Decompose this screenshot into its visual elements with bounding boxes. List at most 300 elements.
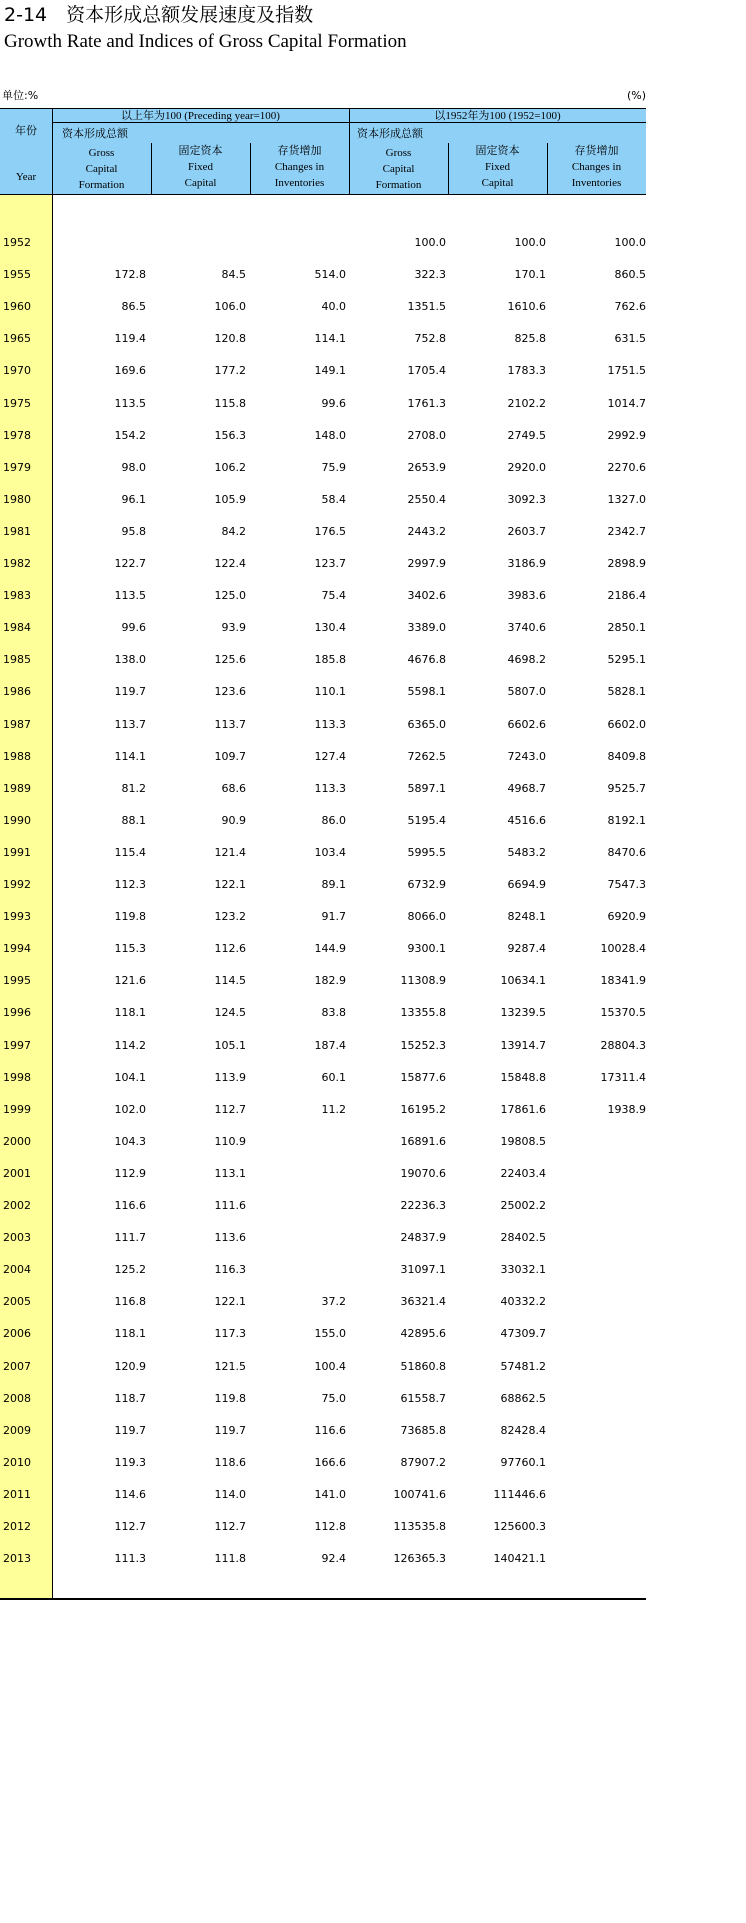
gcf-index-cell: 3389.0 xyxy=(407,621,446,634)
inventories-index-cell: 2850.1 xyxy=(607,621,646,634)
gcf-index-cell: 2443.2 xyxy=(407,525,446,538)
inventories-preceding-cell: 155.0 xyxy=(314,1327,346,1340)
fixed-index-cell: 4698.2 xyxy=(507,653,546,666)
fixed-preceding-cell: 106.2 xyxy=(214,461,246,474)
gcf-preceding-cell: 95.8 xyxy=(121,525,146,538)
fixed-header-b: 固定资本 Fixed Capital xyxy=(475,144,520,189)
table-bottom-rule xyxy=(0,1598,646,1600)
fixed-index-cell: 5807.0 xyxy=(507,685,546,698)
fixed-preceding-cell: 125.6 xyxy=(214,653,246,666)
fixed-preceding-cell: 93.9 xyxy=(221,621,246,634)
inventories-preceding-cell: 89.1 xyxy=(321,878,346,891)
fixed-index-cell: 9287.4 xyxy=(507,942,546,955)
inventories-preceding-cell: 83.8 xyxy=(321,1006,346,1019)
fixed-preceding-cell: 109.7 xyxy=(214,750,246,763)
inventories-preceding-cell: 11.2 xyxy=(321,1103,346,1116)
gcf-index-cell: 2997.9 xyxy=(407,557,446,570)
table-row xyxy=(0,1134,646,1150)
inventories-preceding-cell: 144.9 xyxy=(314,942,346,955)
gcf-index-cell: 61558.7 xyxy=(400,1392,446,1405)
inventories-preceding-cell: 116.6 xyxy=(314,1424,346,1437)
gcf-index-cell: 2708.0 xyxy=(407,429,446,442)
gcf-preceding-cell: 111.7 xyxy=(114,1231,146,1244)
gcf-index-cell: 1761.3 xyxy=(407,397,446,410)
inventories-index-cell: 762.6 xyxy=(614,300,646,313)
gcf-index-cell: 6732.9 xyxy=(407,878,446,891)
fixed-index-cell: 33032.1 xyxy=(500,1263,546,1276)
year-cell: 2000 xyxy=(3,1135,31,1148)
fixed-preceding-cell: 68.6 xyxy=(221,782,246,795)
gcf-preceding-cell: 119.8 xyxy=(114,910,146,923)
inventories-preceding-cell: 103.4 xyxy=(314,846,346,859)
table-row xyxy=(0,460,646,476)
gcf-index-cell: 16195.2 xyxy=(400,1103,446,1116)
inventories-index-cell: 17311.4 xyxy=(600,1071,646,1084)
inventories-preceding-cell: 99.6 xyxy=(321,397,346,410)
year-cell: 2013 xyxy=(3,1552,31,1565)
page-title-en: Growth Rate and Indices of Gross Capital Formation xyxy=(4,31,407,52)
table-row xyxy=(0,1326,646,1342)
inventories-index-cell: 1327.0 xyxy=(607,493,646,506)
inventories-index-cell: 5828.1 xyxy=(607,685,646,698)
fixed-index-cell: 6602.6 xyxy=(507,718,546,731)
gcf-preceding-cell: 154.2 xyxy=(114,429,146,442)
inventories-index-cell: 18341.9 xyxy=(600,974,646,987)
gcf-index-cell: 100741.6 xyxy=(393,1488,446,1501)
gcf-preceding-cell: 169.6 xyxy=(114,364,146,377)
fixed-preceding-cell: 84.5 xyxy=(221,268,246,281)
inventories-index-cell: 8192.1 xyxy=(607,814,646,827)
year-cell: 1997 xyxy=(3,1039,31,1052)
gcf-header-cn-b: 资本形成总额 xyxy=(357,127,423,140)
gcf-preceding-cell: 125.2 xyxy=(114,1263,146,1276)
gcf-index-cell: 24837.9 xyxy=(400,1231,446,1244)
gcf-index-cell: 3402.6 xyxy=(407,589,446,602)
gcf-index-cell: 2653.9 xyxy=(407,461,446,474)
year-header-en: Year xyxy=(15,171,37,183)
gcf-preceding-cell: 119.7 xyxy=(114,1424,146,1437)
inventories-preceding-cell: 40.0 xyxy=(321,300,346,313)
inventories-index-cell: 10028.4 xyxy=(600,942,646,955)
inventories-preceding-cell: 187.4 xyxy=(314,1039,346,1052)
year-cell: 2009 xyxy=(3,1424,31,1437)
fixed-index-cell: 2920.0 xyxy=(507,461,546,474)
inventories-index-cell: 6920.9 xyxy=(607,910,646,923)
fixed-preceding-cell: 124.5 xyxy=(214,1006,246,1019)
fixed-index-cell: 2603.7 xyxy=(507,525,546,538)
inventories-index-cell: 8409.8 xyxy=(607,750,646,763)
inventories-index-cell: 8470.6 xyxy=(607,846,646,859)
inventories-index-cell: 15370.5 xyxy=(600,1006,646,1019)
fixed-index-cell: 82428.4 xyxy=(500,1424,546,1437)
year-cell: 1992 xyxy=(3,878,31,891)
gcf-preceding-cell: 172.8 xyxy=(114,268,146,281)
fixed-preceding-cell: 114.5 xyxy=(214,974,246,987)
fixed-preceding-cell: 122.4 xyxy=(214,557,246,570)
inventories-preceding-cell: 176.5 xyxy=(314,525,346,538)
fixed-index-cell: 1610.6 xyxy=(507,300,546,313)
fixed-preceding-cell: 105.9 xyxy=(214,493,246,506)
inventories-header-a: 存货增加 Changes in Inventories xyxy=(274,144,325,189)
gcf-header-a: Gross Capital Formation xyxy=(78,147,125,191)
table-row xyxy=(0,235,646,251)
inventories-index-cell: 1938.9 xyxy=(607,1103,646,1116)
fixed-index-cell: 4516.6 xyxy=(507,814,546,827)
fixed-preceding-cell: 105.1 xyxy=(214,1039,246,1052)
inventories-index-cell: 6602.0 xyxy=(607,718,646,731)
table-row xyxy=(0,492,646,508)
inventories-preceding-cell: 110.1 xyxy=(314,685,346,698)
year-cell: 1975 xyxy=(3,397,31,410)
gcf-preceding-cell: 115.4 xyxy=(114,846,146,859)
fixed-index-cell: 825.8 xyxy=(514,332,546,345)
year-cell: 1979 xyxy=(3,461,31,474)
year-cell: 2012 xyxy=(3,1520,31,1533)
gcf-index-cell: 752.8 xyxy=(414,332,446,345)
gcf-preceding-cell: 114.6 xyxy=(114,1488,146,1501)
fixed-index-cell: 13914.7 xyxy=(500,1039,546,1052)
fixed-index-cell: 7243.0 xyxy=(507,750,546,763)
year-cell: 1999 xyxy=(3,1103,31,1116)
gcf-preceding-cell: 112.7 xyxy=(114,1520,146,1533)
year-cell: 1983 xyxy=(3,589,31,602)
gcf-preceding-cell: 113.5 xyxy=(114,397,146,410)
gcf-index-cell: 1351.5 xyxy=(407,300,446,313)
gcf-preceding-cell: 138.0 xyxy=(114,653,146,666)
inventories-preceding-cell: 92.4 xyxy=(321,1552,346,1565)
inventories-index-cell: 2270.6 xyxy=(607,461,646,474)
inventories-index-cell: 2342.7 xyxy=(607,525,646,538)
page-title-cn: 2-14 资本形成总额发展速度及指数 xyxy=(4,4,314,26)
year-cell: 1984 xyxy=(3,621,31,634)
fixed-preceding-cell: 112.7 xyxy=(214,1103,246,1116)
inventories-preceding-cell: 75.9 xyxy=(321,461,346,474)
inventories-preceding-cell: 166.6 xyxy=(314,1456,346,1469)
group-b-header: 以1952年为100 (1952=100) xyxy=(434,110,561,122)
fixed-preceding-cell: 119.8 xyxy=(214,1392,246,1405)
gcf-preceding-cell: 99.6 xyxy=(121,621,146,634)
gcf-index-cell: 113535.8 xyxy=(393,1520,446,1533)
gcf-index-cell: 42895.6 xyxy=(400,1327,446,1340)
fixed-index-cell: 40332.2 xyxy=(500,1295,546,1308)
year-cell: 1991 xyxy=(3,846,31,859)
fixed-preceding-cell: 116.3 xyxy=(214,1263,246,1276)
unit-label: 单位:% xyxy=(2,89,39,102)
inventories-index-cell: 28804.3 xyxy=(600,1039,646,1052)
gcf-preceding-cell: 112.3 xyxy=(114,878,146,891)
fixed-index-cell: 22403.4 xyxy=(500,1167,546,1180)
table-row xyxy=(0,877,646,893)
fixed-index-cell: 19808.5 xyxy=(500,1135,546,1148)
fixed-preceding-cell: 120.8 xyxy=(214,332,246,345)
inventories-index-cell: 100.0 xyxy=(614,236,646,249)
fixed-index-cell: 8248.1 xyxy=(507,910,546,923)
table-row xyxy=(0,396,646,412)
fixed-index-cell: 2749.5 xyxy=(507,429,546,442)
inventories-index-cell: 860.5 xyxy=(614,268,646,281)
gcf-preceding-cell: 86.5 xyxy=(121,300,146,313)
year-cell: 1980 xyxy=(3,493,31,506)
gcf-index-cell: 2550.4 xyxy=(407,493,446,506)
inventories-preceding-cell: 148.0 xyxy=(314,429,346,442)
inventories-preceding-cell: 123.7 xyxy=(314,557,346,570)
table-row xyxy=(0,1166,646,1182)
table-row xyxy=(0,781,646,797)
gcf-index-cell: 87907.2 xyxy=(400,1456,446,1469)
fixed-index-cell: 10634.1 xyxy=(500,974,546,987)
gcf-preceding-cell: 113.7 xyxy=(114,718,146,731)
gcf-preceding-cell: 102.0 xyxy=(114,1103,146,1116)
inventories-index-cell: 1014.7 xyxy=(607,397,646,410)
fixed-index-cell: 6694.9 xyxy=(507,878,546,891)
gcf-preceding-cell: 119.7 xyxy=(114,685,146,698)
gcf-header-b: Gross Capital Formation xyxy=(375,147,422,191)
inventories-preceding-cell: 514.0 xyxy=(314,268,346,281)
gcf-preceding-cell: 81.2 xyxy=(121,782,146,795)
year-cell: 2004 xyxy=(3,1263,31,1276)
fixed-index-cell: 125600.3 xyxy=(493,1520,546,1533)
gcf-preceding-cell: 118.1 xyxy=(114,1327,146,1340)
fixed-index-cell: 68862.5 xyxy=(500,1392,546,1405)
year-cell: 1970 xyxy=(3,364,31,377)
fixed-preceding-cell: 90.9 xyxy=(221,814,246,827)
fixed-index-cell: 170.1 xyxy=(514,268,546,281)
fixed-preceding-cell: 111.8 xyxy=(214,1552,246,1565)
fixed-preceding-cell: 110.9 xyxy=(214,1135,246,1148)
table-row xyxy=(0,1551,646,1567)
inventories-index-cell: 2186.4 xyxy=(607,589,646,602)
inventories-index-cell: 2898.9 xyxy=(607,557,646,570)
table-row xyxy=(0,299,646,315)
inventories-index-cell: 2992.9 xyxy=(607,429,646,442)
gcf-index-cell: 5598.1 xyxy=(407,685,446,698)
inventories-preceding-cell: 112.8 xyxy=(314,1520,346,1533)
inventories-index-cell: 9525.7 xyxy=(607,782,646,795)
fixed-preceding-cell: 113.6 xyxy=(214,1231,246,1244)
table-row xyxy=(0,1070,646,1086)
gcf-preceding-cell: 114.1 xyxy=(114,750,146,763)
gcf-index-cell: 322.3 xyxy=(414,268,446,281)
fixed-index-cell: 100.0 xyxy=(514,236,546,249)
gcf-index-cell: 16891.6 xyxy=(400,1135,446,1148)
fixed-index-cell: 25002.2 xyxy=(500,1199,546,1212)
table-row xyxy=(0,428,646,444)
inventories-header-b: 存货增加 Changes in Inventories xyxy=(571,144,622,189)
gcf-index-cell: 1705.4 xyxy=(407,364,446,377)
table-row xyxy=(0,813,646,829)
fixed-index-cell: 3092.3 xyxy=(507,493,546,506)
table-row xyxy=(0,749,646,765)
fixed-preceding-cell: 121.4 xyxy=(214,846,246,859)
gcf-index-cell: 31097.1 xyxy=(400,1263,446,1276)
fixed-index-cell: 17861.6 xyxy=(500,1103,546,1116)
fixed-index-cell: 2102.2 xyxy=(507,397,546,410)
gcf-preceding-cell: 104.3 xyxy=(114,1135,146,1148)
gcf-preceding-cell: 98.0 xyxy=(121,461,146,474)
inventories-preceding-cell: 75.0 xyxy=(321,1392,346,1405)
table-row xyxy=(0,1423,646,1439)
fixed-index-cell: 3983.6 xyxy=(507,589,546,602)
inventories-preceding-cell: 127.4 xyxy=(314,750,346,763)
gcf-preceding-cell: 116.8 xyxy=(114,1295,146,1308)
year-cell: 1988 xyxy=(3,750,31,763)
fixed-index-cell: 47309.7 xyxy=(500,1327,546,1340)
fixed-index-cell: 28402.5 xyxy=(500,1231,546,1244)
table-row xyxy=(0,331,646,347)
fixed-index-cell: 57481.2 xyxy=(500,1360,546,1373)
fixed-preceding-cell: 119.7 xyxy=(214,1424,246,1437)
gcf-index-cell: 22236.3 xyxy=(400,1199,446,1212)
gcf-index-cell: 9300.1 xyxy=(407,942,446,955)
year-cell: 1981 xyxy=(3,525,31,538)
year-cell: 2010 xyxy=(3,1456,31,1469)
inventories-preceding-cell: 58.4 xyxy=(321,493,346,506)
fixed-index-cell: 4968.7 xyxy=(507,782,546,795)
table-row xyxy=(0,1455,646,1471)
table-row xyxy=(0,845,646,861)
inventories-preceding-cell: 86.0 xyxy=(321,814,346,827)
inventories-preceding-cell: 75.4 xyxy=(321,589,346,602)
table-row xyxy=(0,1487,646,1503)
year-cell: 2006 xyxy=(3,1327,31,1340)
table-row xyxy=(0,1391,646,1407)
year-cell: 2008 xyxy=(3,1392,31,1405)
fixed-index-cell: 3740.6 xyxy=(507,621,546,634)
table-row xyxy=(0,1038,646,1054)
gcf-preceding-cell: 119.3 xyxy=(114,1456,146,1469)
table-row xyxy=(0,973,646,989)
inventories-index-cell: 1751.5 xyxy=(607,364,646,377)
year-cell: 2002 xyxy=(3,1199,31,1212)
year-cell: 2003 xyxy=(3,1231,31,1244)
table-row xyxy=(0,1230,646,1246)
inventories-index-cell: 631.5 xyxy=(614,332,646,345)
year-cell: 1996 xyxy=(3,1006,31,1019)
year-cell: 1987 xyxy=(3,718,31,731)
table-row xyxy=(0,684,646,700)
table-row xyxy=(0,556,646,572)
gcf-header-cn-a: 资本形成总额 xyxy=(62,127,128,140)
table-row xyxy=(0,941,646,957)
gcf-preceding-cell: 122.7 xyxy=(114,557,146,570)
year-cell: 2001 xyxy=(3,1167,31,1180)
fixed-index-cell: 5483.2 xyxy=(507,846,546,859)
header-bottom-rule xyxy=(0,194,646,195)
table-row xyxy=(0,524,646,540)
gcf-index-cell: 126365.3 xyxy=(393,1552,446,1565)
gcf-index-cell: 51860.8 xyxy=(400,1360,446,1373)
gcf-index-cell: 19070.6 xyxy=(400,1167,446,1180)
gcf-preceding-cell: 96.1 xyxy=(121,493,146,506)
year-cell: 1989 xyxy=(3,782,31,795)
inventories-preceding-cell: 185.8 xyxy=(314,653,346,666)
fixed-preceding-cell: 114.0 xyxy=(214,1488,246,1501)
fixed-preceding-cell: 111.6 xyxy=(214,1199,246,1212)
year-cell: 1960 xyxy=(3,300,31,313)
year-cell: 1952 xyxy=(3,236,31,249)
gcf-preceding-cell: 104.1 xyxy=(114,1071,146,1084)
group-a-header: 以上年为100 (Preceding year=100) xyxy=(121,110,280,122)
fixed-preceding-cell: 118.6 xyxy=(214,1456,246,1469)
table-row xyxy=(0,652,646,668)
gcf-preceding-cell: 119.4 xyxy=(114,332,146,345)
gcf-preceding-cell: 114.2 xyxy=(114,1039,146,1052)
fixed-preceding-cell: 177.2 xyxy=(214,364,246,377)
fixed-preceding-cell: 117.3 xyxy=(214,1327,246,1340)
year-cell: 1990 xyxy=(3,814,31,827)
fixed-preceding-cell: 113.9 xyxy=(214,1071,246,1084)
table-row xyxy=(0,620,646,636)
fixed-preceding-cell: 123.6 xyxy=(214,685,246,698)
fixed-preceding-cell: 112.7 xyxy=(214,1520,246,1533)
gcf-preceding-cell: 116.6 xyxy=(114,1199,146,1212)
gcf-index-cell: 13355.8 xyxy=(400,1006,446,1019)
year-cell: 1965 xyxy=(3,332,31,345)
table-row xyxy=(0,588,646,604)
fixed-preceding-cell: 121.5 xyxy=(214,1360,246,1373)
fixed-preceding-cell: 123.2 xyxy=(214,910,246,923)
year-cell: 2005 xyxy=(3,1295,31,1308)
table-row xyxy=(0,909,646,925)
fixed-preceding-cell: 125.0 xyxy=(214,589,246,602)
inventories-preceding-cell: 114.1 xyxy=(314,332,346,345)
gcf-index-cell: 5897.1 xyxy=(407,782,446,795)
fixed-index-cell: 13239.5 xyxy=(500,1006,546,1019)
inventories-preceding-cell: 113.3 xyxy=(314,718,346,731)
year-cell: 1985 xyxy=(3,653,31,666)
unit-percent: (%) xyxy=(627,89,647,102)
gcf-index-cell: 7262.5 xyxy=(407,750,446,763)
inventories-index-cell: 7547.3 xyxy=(607,878,646,891)
fixed-index-cell: 97760.1 xyxy=(500,1456,546,1469)
inventories-preceding-cell: 60.1 xyxy=(321,1071,346,1084)
fixed-index-cell: 15848.8 xyxy=(500,1071,546,1084)
fixed-preceding-cell: 113.1 xyxy=(214,1167,246,1180)
gcf-index-cell: 8066.0 xyxy=(407,910,446,923)
table-row xyxy=(0,1294,646,1310)
fixed-preceding-cell: 113.7 xyxy=(214,718,246,731)
gcf-index-cell: 73685.8 xyxy=(400,1424,446,1437)
gcf-index-cell: 4676.8 xyxy=(407,653,446,666)
gcf-index-cell: 5995.5 xyxy=(407,846,446,859)
fixed-index-cell: 111446.6 xyxy=(493,1488,546,1501)
fixed-header-a: 固定资本 Fixed Capital xyxy=(178,144,223,189)
inventories-preceding-cell: 37.2 xyxy=(321,1295,346,1308)
table-row xyxy=(0,363,646,379)
inventories-preceding-cell: 113.3 xyxy=(314,782,346,795)
inventories-preceding-cell: 91.7 xyxy=(321,910,346,923)
fixed-preceding-cell: 106.0 xyxy=(214,300,246,313)
inventories-index-cell: 5295.1 xyxy=(607,653,646,666)
inventories-preceding-cell: 141.0 xyxy=(314,1488,346,1501)
fixed-index-cell: 3186.9 xyxy=(507,557,546,570)
gcf-preceding-cell: 112.9 xyxy=(114,1167,146,1180)
year-cell: 2011 xyxy=(3,1488,31,1501)
gcf-index-cell: 11308.9 xyxy=(400,974,446,987)
year-cell: 1993 xyxy=(3,910,31,923)
gcf-preceding-cell: 88.1 xyxy=(121,814,146,827)
fixed-index-cell: 1783.3 xyxy=(507,364,546,377)
gcf-index-cell: 15877.6 xyxy=(400,1071,446,1084)
table-row xyxy=(0,1519,646,1535)
year-cell: 1978 xyxy=(3,429,31,442)
table-row xyxy=(0,1359,646,1375)
inventories-preceding-cell: 130.4 xyxy=(314,621,346,634)
fixed-preceding-cell: 84.2 xyxy=(221,525,246,538)
inventories-preceding-cell: 100.4 xyxy=(314,1360,346,1373)
year-cell: 1994 xyxy=(3,942,31,955)
year-cell: 1995 xyxy=(3,974,31,987)
